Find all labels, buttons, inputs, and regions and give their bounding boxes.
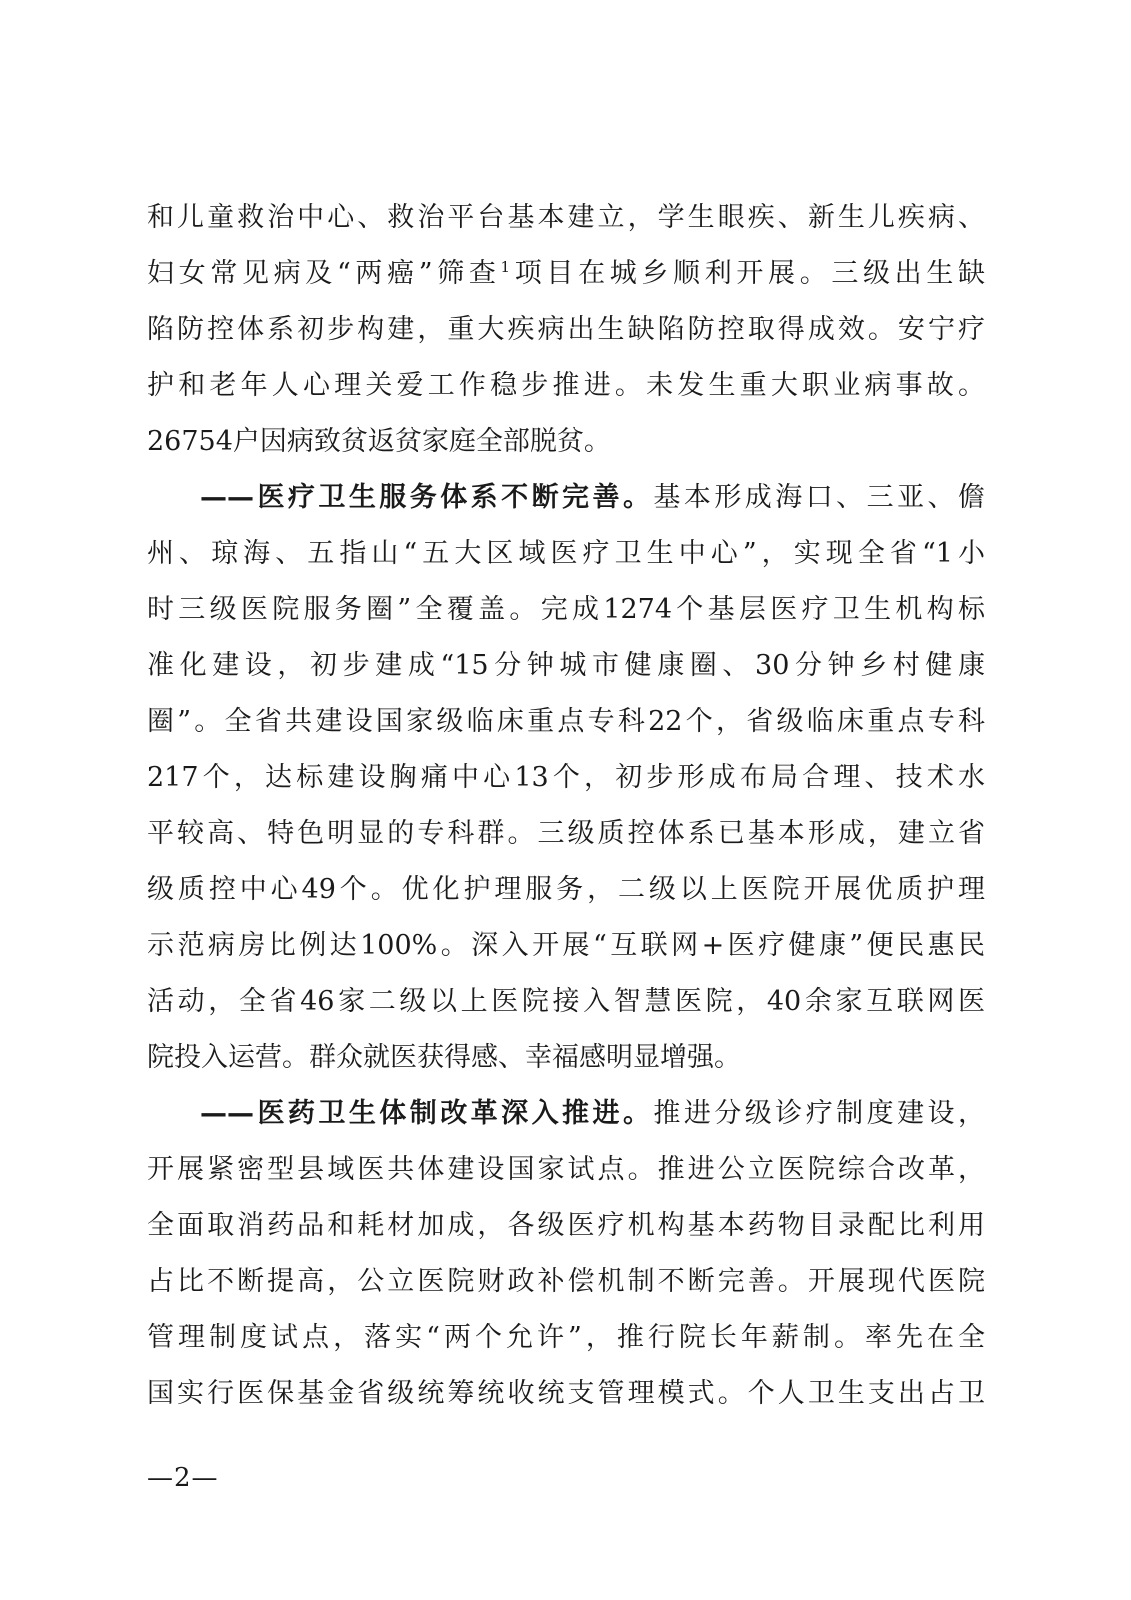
paragraph-line — [147, 974, 985, 1030]
section-heading: ——医药卫生体制改革深入推进。 — [200, 1098, 654, 1129]
text-line: 圈”。全省共建设国家级临床重点专科22个，省级临床重点专科 — [147, 706, 985, 737]
paragraph-line — [147, 414, 985, 470]
text-line: 项目在城乡顺利开展。三级出生缺 — [510, 258, 986, 289]
page-number: —2— — [147, 1463, 219, 1493]
text-line: 院投入运营。群众就医获得感、幸福感明显增强。 — [147, 1042, 741, 1073]
text-line: 州、琼海、五指山“五大区域医疗卫生中心”，实现全省“1小 — [147, 538, 985, 569]
section-heading: ——医疗卫生服务体系不断完善。 — [200, 482, 654, 513]
paragraph-line — [147, 862, 985, 918]
paragraph-line — [147, 246, 985, 302]
text-line: 基本形成海口、三亚、儋 — [653, 482, 986, 513]
text-line: 全面取消药品和耗材加成，各级医疗机构基本药物目录配比利用 — [147, 1210, 985, 1241]
paragraph-line — [147, 638, 985, 694]
paragraph-line — [147, 1254, 985, 1310]
paragraph-line — [147, 1198, 985, 1254]
text-line: 平较高、特色明显的专科群。三级质控体系已基本形成，建立省 — [147, 818, 985, 849]
text-line: 妇女常见病及“两癌”筛查 — [147, 258, 501, 289]
paragraph-line — [147, 918, 985, 974]
paragraph-line — [200, 470, 985, 526]
paragraph-line — [147, 750, 985, 806]
paragraph-line — [147, 1310, 985, 1366]
text-line: 准化建设，初步建成“15分钟城市健康圈、30分钟乡村健康 — [147, 650, 985, 681]
text-line: 26754户因病致贫返贫家庭全部脱贫。 — [147, 426, 611, 457]
text-line: 开展紧密型县域医共体建设国家试点。推进公立医院综合改革， — [147, 1154, 985, 1185]
paragraph-line — [147, 302, 985, 358]
paragraph-line — [147, 582, 985, 638]
text-line: 和儿童救治中心、救治平台基本建立，学生眼疾、新生儿疾病、 — [147, 202, 985, 233]
text-line: 护和老年人心理关爱工作稳步推进。未发生重大职业病事故。 — [147, 370, 985, 401]
paragraph-line — [147, 1366, 985, 1422]
paragraph-line — [147, 1142, 985, 1198]
paragraph-line — [147, 806, 985, 862]
footnote-marker[interactable]: 1 — [500, 258, 511, 276]
paragraph-line — [147, 526, 985, 582]
paragraph-line — [147, 190, 985, 246]
paragraph-line — [147, 358, 985, 414]
paragraph-line — [200, 1086, 985, 1142]
text-line: 陷防控体系初步构建，重大疾病出生缺陷防控取得成效。安宁疗 — [147, 314, 985, 345]
text-line: 国实行医保基金省级统筹统收统支管理模式。个人卫生支出占卫 — [147, 1378, 985, 1409]
text-line: 管理制度试点，落实“两个允许”，推行院长年薪制。率先在全 — [147, 1322, 985, 1353]
text-line: 级质控中心49个。优化护理服务，二级以上医院开展优质护理 — [147, 874, 985, 905]
paragraph-line — [147, 1030, 985, 1086]
text-line: 推进分级诊疗制度建设， — [653, 1098, 986, 1129]
text-line: 活动，全省46家二级以上医院接入智慧医院，40余家互联网医 — [147, 986, 985, 1017]
text-line: 时三级医院服务圈”全覆盖。完成1274个基层医疗卫生机构标 — [147, 594, 985, 625]
text-line: 示范病房比例达100%。深入开展“互联网+医疗健康”便民惠民 — [147, 930, 985, 961]
text-line: 占比不断提高，公立医院财政补偿机制不断完善。开展现代医院 — [147, 1266, 985, 1297]
paragraph-line — [147, 694, 985, 750]
text-line: 217个，达标建设胸痛中心13个，初步形成布局合理、技术水 — [147, 762, 985, 793]
